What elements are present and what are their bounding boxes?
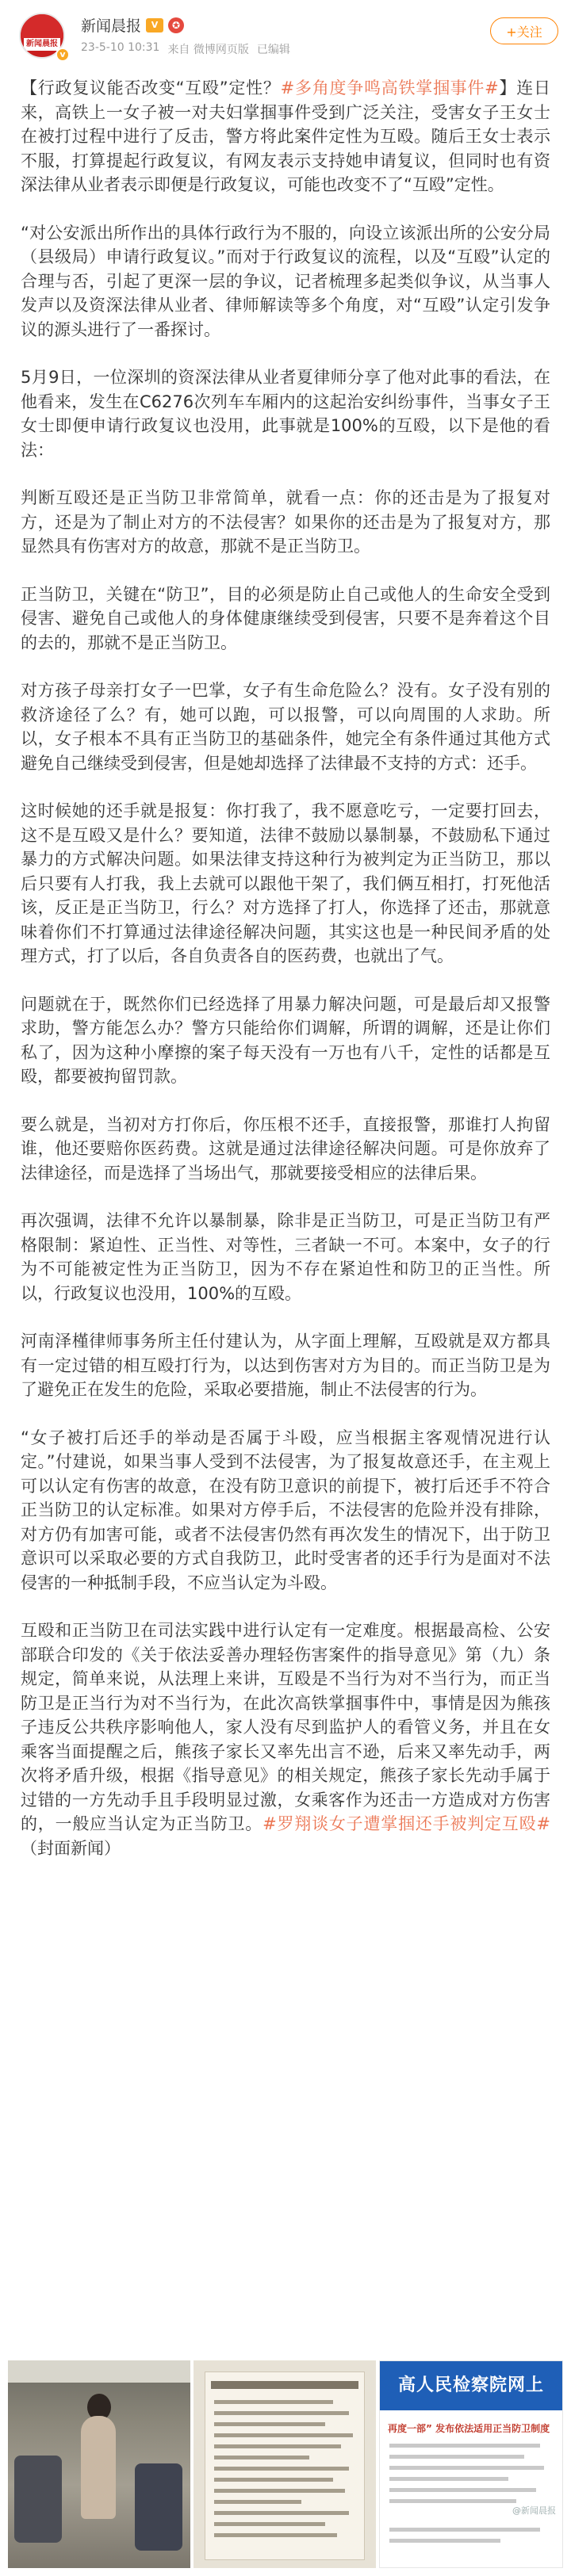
document-line [214,2422,325,2426]
article-line [389,2455,524,2459]
article-line [389,2528,540,2532]
post-body [21,76,550,1884]
vip-icon[interactable]: V [146,18,163,32]
paragraph-13-source: （封面新闻） [21,1838,121,1858]
paragraph-1-prefix: 【行政复议能否改变“互殴”定性？ [21,78,281,97]
document-line [214,2522,325,2526]
person-figure [81,2416,116,2519]
paragraph-11: 河南泽槿律师事务所主任付建认为，从字面上理解，互殴就是双方都具有一定过错的相互殴打行为，以达到伤害对方为目的。而正当防卫是为了避免正在发生的危险，采取必要措施，制止不法侵害的行为。 [21,1332,550,1399]
document-line [214,2456,309,2459]
document-line [214,2500,301,2504]
train-seat [135,2463,182,2551]
document-line [214,2511,349,2515]
paragraph-10: 再次强调，法律不允许以暴制暴，除非是正当防卫，可是正当防卫有严格限制：紧迫性、正当性、对等性，三者缺一不可。本案中，女子的行为不可能被定性为正当防卫，因为不存在紧迫性和防卫的正当性。所以，行政复议也没用，100%的互殴。 [21,1211,550,1303]
document-line [214,2400,333,2404]
paragraph-6: 对方孩子母亲打女子一巴掌，女子有生命危险么？没有。女子没有别的救济途径了么？有，她可以跑，可以报警，可以向周围的人求助。所以，女子根本不具有正当防卫的基础条件，她完全有条件通过其他方式避免自己继续受到侵害，但是她却选择了法律最不支持的方式：还手。 [21,681,550,773]
document-line [214,2444,341,2448]
verified-icon: v [56,48,70,62]
article-line [389,2477,508,2481]
ribbon-icon[interactable]: ✪ [168,17,184,33]
train-ceiling [8,2360,190,2383]
paragraph-1 [21,76,550,197]
author-row [81,14,184,36]
paragraph-2: “对公安派出所作出的具体行政行为不服的，向设立该派出所的公安分局（县级局）申请行政复议。”而对于行政复议的流程，以及“互殴”认定的合理与否，引起了更深一层的争议，记者梳理多起类似争议，从当事人发声以及资深法律从业者、律师解读等多个角度，对“互殴”认定引发争议的源头进行了一番探讨。 [21,223,550,339]
author-name[interactable]: 新闻晨报 [81,17,142,35]
paragraph-7: 这时候她的还手就是报复：你打我了，我不愿意吃亏，一定要打回去，这不是互殴又是什么？要知道，法律不鼓励以暴制暴，不鼓励私下通过暴力的方式解决问题。如果法律支持这种行为被判定为正当防卫，那以后只要有人打我，我上去就可以跟他干架了，我们俩互相打，打死他活该，反正是正当防卫，行么？对方选择了打人，你选择了还击，那就意味着你们不打算通过法律途径解决问题，其实这也是一种民间矛盾的处理方式，打了以后，各自负责各自的医药费，也就出了气。 [21,801,550,965]
document-line [214,2411,349,2415]
document-line [214,2467,349,2471]
image-grid [8,2360,563,2568]
article-line [389,2539,500,2543]
post-date[interactable]: 23-5-10 10:31 [81,41,160,54]
document-title-bar [211,2381,358,2389]
document-photo[interactable] [194,2360,376,2568]
train-photo[interactable] [8,2360,190,2568]
paragraph-8: 问题就在于，既然你们已经选择了用暴力解决问题，可是最后却又报警求助，警方能怎么办？警方只能给你们调解，所谓的调解，还是让你们私了，因为这种小摩擦的案子每天没有一万也有八千，定性的话都是互殴，都要被拘留罚款。 [21,994,550,1086]
article-line [389,2466,544,2470]
article-line [389,2499,516,2503]
avatar-bg [21,14,63,38]
procuratorate-headline: 再度一部” 发布依法适用正当防卫制度 [388,2423,550,2434]
paragraph-12: “女子被打后还手的举动是否属于斗殴，应当根据主客观情况进行认定。”付建说，如果当事人受到不法侵害，为了报复故意还手，在主观上可以认定有伤害的故意，在没有防卫意识的前提下，被打后还手不符合正当防卫的认定标准。如果对方停手后，不法侵害的危险并没有排除，对方仍有加害可能，或者不法侵害仍然有再次发生的情况下，出于防卫意识可以采取必要的方式自我防卫，此时受害者的还手行为是面对不法侵害的一种抵制手段，不应当认定为斗殴。 [21,1428,550,1592]
post-source: 来自 微博网页版 [167,44,249,56]
follow-button[interactable]: +关注 [490,17,558,44]
topic-tag[interactable]: #多角度争鸣高铁掌掴事件# [280,78,499,97]
document-line [214,2433,353,2437]
procuratorate-screenshot[interactable] [379,2360,563,2568]
paragraph-13-text: 互殴和正当防卫在司法实践中进行认定有一定难度。根据最高检、公安部联合印发的《关于依法妥善办理轻伤害案件的指导意见》第（九）条规定，简单来说，从法理上来讲，互殴是不当行为对不当行为，而正当防卫是正当行为对不当行为，在此次高铁掌掴事件中，事情是因为熊孩子违反公共秩序影响他人，家人没有尽到监护人的看管义务，并且在女乘客当面提醒之后，熊孩子家长又率先出言不逊，后来又率先动手，两次将矛盾升级，根据《指导意见》的相关规定，熊孩子家长先动手属于过错的一方先动手且手段明显过激，女乘客作为还击一方造成对方伤害的，一般应当认定为正当防卫。 [21,1621,550,1833]
document-line [214,2533,337,2537]
paragraph-1-rest: 】连日来，高铁上一女子被一对夫妇掌掴事件受到广泛关注，受害女子王女士在被打过程中进行了反击，警方将此案件定性为互殴。随后王女士表示不服，打算提起行政复议，有网友表示支持她申请复议，但同时也有资深法律从业者表示即便是行政复议，可能也改变不了“互殴”定性。 [21,78,550,194]
post-header [0,0,571,73]
document-line [214,2478,333,2482]
paragraph-3: 5月9日，一位深圳的资深法律从业者夏律师分享了他对此事的看法，在他看来，发生在C6276次列车车厢内的这起治安纠纷事件，当事女子王女士即便申请行政复议也没用，此事就是100%的互殴，以下是他的看法： [21,368,550,460]
edited-label[interactable]: 已编辑 [256,44,290,56]
document-line [214,2489,345,2493]
article-line [389,2444,540,2448]
paragraph-4: 判断互殴还是正当防卫非常简单，就看一点：你的还击是为了报复对方，还是为了制止对方的不法侵害？如果你的还击是为了报复对方，那显然具有伤害对方的故意，那就不是正当防卫。 [21,488,550,556]
paragraph-13 [21,1619,550,1860]
watermark: @新闻晨报 [512,2505,556,2516]
paragraph-9: 要么就是，当初对方打你后，你压根不还手，直接报警，那谁打人拘留谁，他还要赔你医药费。这就是通过法律途径解决问题。可是你放弃了法律途径，而是选择了当场出气，那就要接受相应的法律后果。 [21,1114,550,1183]
procuratorate-banner: 高人民检察院网上 [380,2361,562,2410]
paragraph-5: 正当防卫，关键在“防卫”，目的必须是防止自己或他人的生命安全受到侵害、避免自己或他人的身体健康继续受到侵害，只要不是奔着这个目的去的，那就不是正当防卫。 [21,584,550,652]
topic-tag-2[interactable]: #罗翔谈女子遭掌掴还手被判定互殴# [263,1814,550,1833]
article-line [389,2488,536,2492]
post-meta [81,41,290,57]
avatar-text: 新闻晨报 [24,38,60,51]
train-seat [14,2456,62,2543]
